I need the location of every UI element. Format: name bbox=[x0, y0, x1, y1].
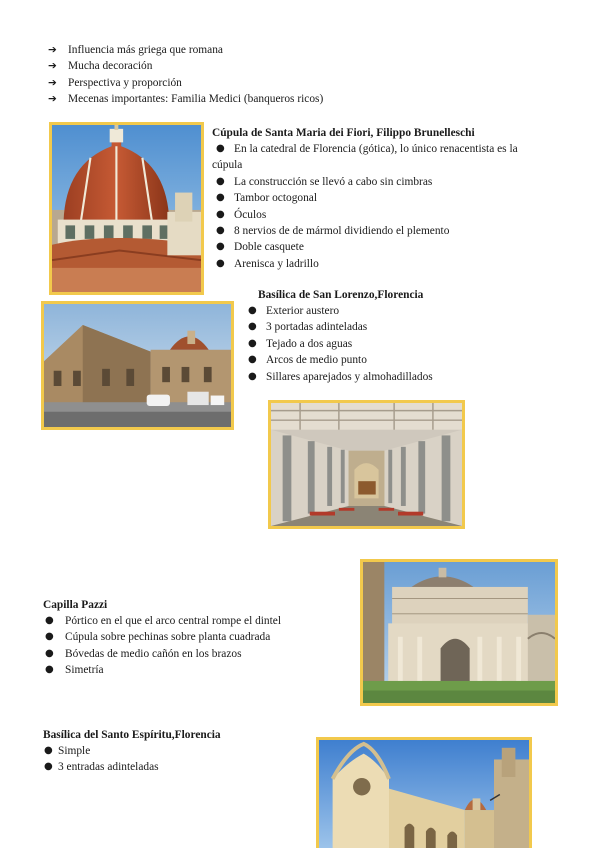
cupula-title: Cúpula de Santa Maria dei Fiori, Filippo Brunelleschi bbox=[212, 127, 475, 139]
list-item: ● 3 portadas adinteladas bbox=[246, 319, 433, 335]
bullet-icon: ● bbox=[45, 664, 54, 676]
espiritu-title: Basílica del Santo Espíritu,Florencia bbox=[43, 729, 221, 741]
capilla-pazzi-photo bbox=[360, 559, 558, 706]
chapel-image bbox=[363, 562, 555, 703]
list-item: ● Doble casquete bbox=[212, 239, 567, 255]
list-item: ● Óculos bbox=[212, 207, 567, 223]
bullet-icon: ● bbox=[248, 370, 257, 382]
arrow-icon: ➔ bbox=[48, 76, 57, 89]
list-item: ● Tambor octogonal bbox=[212, 190, 567, 206]
bullet-icon: ● bbox=[216, 257, 225, 269]
bullet-icon: ● bbox=[45, 647, 54, 659]
dome-image bbox=[52, 125, 201, 292]
bullet-icon: ● bbox=[216, 143, 225, 154]
pazzi-list bbox=[43, 613, 281, 679]
bullet-icon: ● bbox=[216, 175, 225, 187]
cupula-list bbox=[212, 141, 567, 272]
bullet-icon: ● bbox=[248, 305, 257, 316]
arrow-icon: ➔ bbox=[48, 60, 57, 73]
bullet-icon: ● bbox=[216, 208, 225, 220]
bullet-icon: ● bbox=[44, 761, 53, 773]
santo-espiritu-photo bbox=[316, 737, 532, 848]
list-item: ➔ Influencia más griega que romana bbox=[48, 42, 323, 58]
list-item-continuation: cúpula bbox=[212, 159, 243, 172]
bullet-icon: ● bbox=[216, 241, 225, 253]
lorenzo-title: Basílica de San Lorenzo,Florencia bbox=[258, 289, 424, 301]
list-item: ● 8 nervios de de mármol dividiendo el plemento bbox=[212, 223, 567, 239]
bullet-icon: ● bbox=[44, 745, 53, 756]
arrow-icon: ➔ bbox=[48, 93, 57, 106]
bullet-icon: ● bbox=[248, 321, 257, 333]
church-exterior-image bbox=[44, 304, 231, 427]
list-item: ● En la catedral de Florencia (gótica), lo único renacentista es la bbox=[212, 141, 567, 157]
pazzi-title: Capilla Pazzi bbox=[43, 599, 108, 611]
bullet-icon: ● bbox=[216, 192, 225, 204]
list-item: ● Sillares aparejados y almohadillados bbox=[246, 369, 433, 385]
list-item: ● La construcción se llevó a cabo sin cimbras bbox=[212, 174, 567, 190]
list-item: ● Simetría bbox=[43, 662, 281, 678]
list-item: ● 3 entradas adinteladas bbox=[43, 759, 159, 775]
intro-list bbox=[48, 42, 323, 108]
list-item: ● Exterior austero bbox=[246, 303, 433, 319]
lorenzo-list bbox=[246, 303, 433, 385]
list-item: ● Bóvedas de medio cañón en los brazos bbox=[43, 646, 281, 662]
list-item: ➔ Perspectiva y proporción bbox=[48, 75, 323, 91]
church-interior-image bbox=[271, 403, 462, 526]
list-item: ● Arenisca y ladrillo bbox=[212, 256, 567, 272]
espiritu-list bbox=[43, 743, 159, 776]
arrow-icon: ➔ bbox=[48, 44, 57, 56]
list-item: ● Cúpula sobre pechinas sobre planta cuadrada bbox=[43, 629, 281, 645]
san-lorenzo-interior-photo bbox=[268, 400, 465, 529]
list-item: ● Simple bbox=[43, 743, 159, 759]
bullet-icon: ● bbox=[45, 615, 54, 626]
bullet-icon: ● bbox=[248, 354, 257, 366]
duomo-photo bbox=[49, 122, 204, 295]
bullet-icon: ● bbox=[248, 337, 257, 349]
list-item: ● Tejado a dos aguas bbox=[246, 336, 433, 352]
bullet-icon: ● bbox=[216, 225, 225, 237]
list-item: ➔ Mecenas importantes: Familia Medici (banqueros ricos) bbox=[48, 91, 323, 107]
bullet-icon: ● bbox=[45, 631, 54, 643]
list-item: ➔ Mucha decoración bbox=[48, 58, 323, 74]
list-item: ● Pórtico en el que el arco central rompe el dintel bbox=[43, 613, 281, 629]
list-item: ● Arcos de medio punto bbox=[246, 352, 433, 368]
basilica-image bbox=[319, 740, 529, 848]
san-lorenzo-exterior-photo bbox=[41, 301, 234, 430]
